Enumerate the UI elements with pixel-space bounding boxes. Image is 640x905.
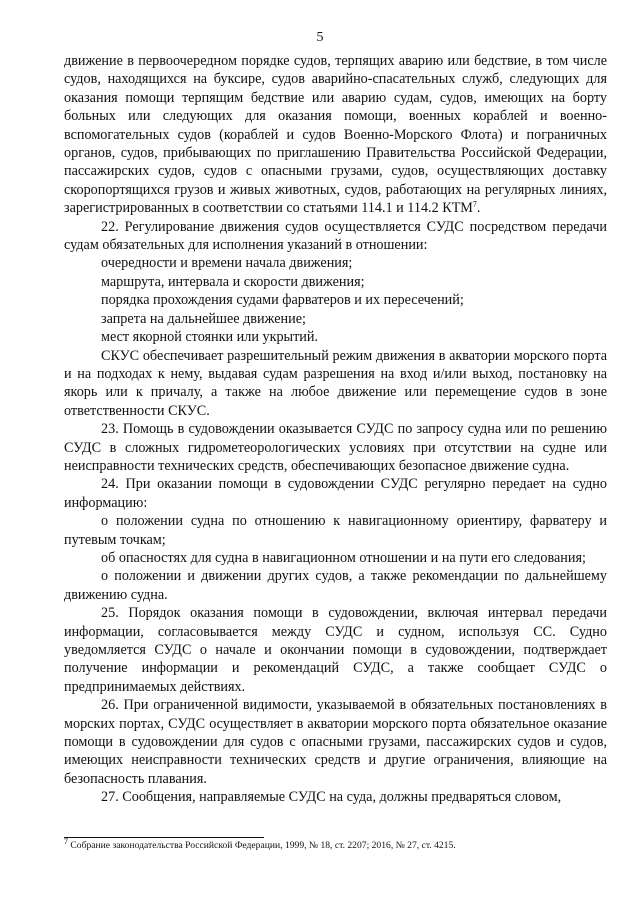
footnote-marker: 7 — [64, 836, 68, 846]
paragraph: 27. Сообщения, направляемые СУДС на суда, должны предваряться словом, — [101, 789, 562, 806]
paragraph: об опасностях для судна в навигационном отношении и на пути его следования; — [101, 549, 586, 566]
list-item: запрета на дальнейшее движение; — [101, 310, 306, 327]
paragraph: о положении и движении других судов, а также рекомендации по дальнейшему движению судна. — [64, 568, 607, 603]
paragraph — [64, 52, 607, 218]
body-text — [64, 52, 607, 807]
paragraph: 25. Порядок оказания помощи в судовождении, включая интервал передачи информации, согласовывается между СУДС и судном, используя СС. Судно уведомляется СУДС о начале и окончании помощи в судовождении, подтверждает получение информации и рекомендаций СУДС, а также сообщает СУДС о предпринимаемых действиях. — [64, 605, 607, 695]
list-item: мест якорной стоянки или укрытий. — [101, 329, 319, 346]
paragraph: 22. Регулирование движения судов осуществляется СУДС посредством передачи судам обязательных для исполнения указаний в отношении: — [64, 218, 607, 254]
list-item: очередности и времени начала движения; — [101, 255, 353, 272]
paragraph-tail: . — [476, 200, 481, 217]
paragraph: о положении судна по отношению к навигационному ориентиру, фарватеру и путевым точкам; — [64, 513, 607, 548]
paragraph: 24. При оказании помощи в судовождении СУДС регулярно передает на судно информацию: — [64, 476, 607, 511]
paragraph-text: движение в первоочередном порядке судов, терпящих аварию или бедствие, в том числе судов, находящихся на буксире, судов аварийно-спасательных служб, следующих для оказания помощи терпящим бедствие или аварию судам, судов, имеющих на борту больных или следующих для оказания помощи, военных кораблей и военно-вспомогательных судов (кораблей и судов Военно-Морского Флота) и пограничных органов, судов, прибывающих по приглашению Правительства Российской Федерации, пассажирских судов, судов с опасными грузами, судов, осуществляющих доставку скоропортящихся грузов и живых животных, судов, работающих на регулярных линиях, зарегистрированных в соответствии со статьями 114.1 и 114.2 КТМ — [64, 53, 607, 217]
page-number: 5 — [316, 30, 324, 45]
paragraph: 23. Помощь в судовождении оказывается СУДС по запросу судна или по решению СУДС в сложных гидрометеорологических условиях при отсутствии на судне или неисправности технических средств, обеспечивающих безопасное движение судна. — [64, 421, 607, 474]
paragraph: 26. При ограниченной видимости, указываемой в обязательных постановлениях в морских портах, СУДС осуществляет в акватории морского порта обязательное оказание помощи в судовождении для судов с опасными грузами, пассажирских судов и судов, имеющих неисправности технических средств и другие ограничения, влияющие на безопасность плавания. — [64, 697, 607, 787]
list-item: маршрута, интервала и скорости движения; — [101, 273, 365, 290]
footnote-divider — [64, 837, 264, 838]
footnote-text: Собрание законодательства Российской Федерации, 1999, № 18, ст. 2207; 2016, № 27, ст. 4215. — [68, 840, 456, 851]
paragraph: СКУС обеспечивает разрешительный режим движения в акватории морского порта и на подходах к нему, выдавая судам разрешения на вход и/или выход, постановку на якорь или к причалу, а также на любое движение или перемещение судов в зоне ответственности СКУС. — [64, 347, 607, 419]
list-item: порядка прохождения судами фарватеров и их пересечений; — [101, 292, 464, 309]
footnote-ref: 7 — [472, 199, 477, 209]
footnote — [64, 836, 607, 852]
